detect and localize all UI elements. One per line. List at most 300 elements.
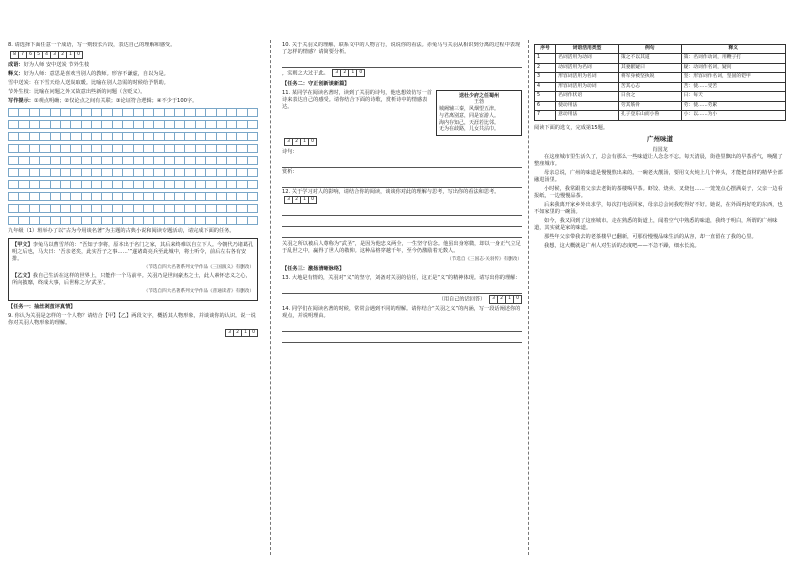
grid-row: [8, 192, 258, 201]
table-cell: 劳其筋骨: [618, 101, 681, 110]
idiom-box-cell: 8: [13, 52, 16, 58]
grid-cell: [30, 157, 40, 165]
column-left: [8, 42, 258, 554]
idiom-box-cell: 4: [42, 52, 50, 58]
poem-box: [436, 90, 522, 137]
grid-cell: [196, 181, 206, 189]
grid-cell: [9, 121, 19, 129]
grid-cell: [92, 133, 102, 141]
grid-cell: [71, 193, 81, 201]
grid-cell: [144, 217, 154, 225]
grid-cell: [30, 133, 40, 141]
grid-cell: [185, 157, 195, 165]
story-paragraph: 那些年父亲带我去的老茶楼早已翻新，可那份慢慢品味生活的从容，却一直留在了我的心里。: [544, 233, 757, 240]
grid-cell: [123, 121, 133, 129]
long-text-source: （节选自《三国志·关羽传》有删改）: [447, 257, 522, 263]
task1-heading: 【任务一：抽丝剥茧评真情】: [8, 304, 76, 311]
grid-cell: [92, 205, 102, 213]
grid-cell: [154, 181, 164, 189]
answer-line[interactable]: [282, 284, 522, 294]
grid-cell: [134, 133, 144, 141]
table-cell: 小：以……为小: [681, 111, 785, 120]
grid-cell: [71, 145, 81, 153]
grid-cell: [61, 145, 71, 153]
grid-cell: [217, 157, 227, 165]
grid-cell: [19, 109, 29, 117]
grid-cell: [185, 217, 195, 225]
table-header: 序号: [535, 45, 556, 54]
grid-cell: [196, 133, 206, 141]
answer-line[interactable]: [282, 217, 522, 227]
grid-cell: [237, 109, 247, 117]
table-cell: 苦：使……受苦: [681, 82, 785, 91]
grid-cell: [102, 193, 112, 201]
grid-cell: [40, 181, 50, 189]
story-body: [534, 154, 786, 250]
story-author: 肖国龙: [652, 146, 668, 153]
story-paragraph: 我想，这大概就是广州人对生活的态度吧——不急不躁，细水长流。: [544, 242, 700, 249]
table-row: [535, 101, 786, 110]
paragraph-a: 成语：好为人师 安中送炭 节外生枝: [8, 61, 90, 68]
q9-prompt: 9. 你认为关羽是怎样的一个人物？请结合【甲】【乙】两段文字，概括其人物形象，并谈谈你的认识。说一说你对关羽人物形象的理解。: [8, 313, 256, 327]
grid-cell: [217, 133, 227, 141]
grid-cell: [185, 205, 195, 213]
grid-cell: [227, 205, 237, 213]
grid-cell: [217, 121, 227, 129]
grid-row: [8, 216, 258, 225]
grid-cell: [19, 133, 29, 141]
grid-cell: [61, 193, 71, 201]
grid-cell: [144, 133, 154, 141]
grid-cell: [144, 121, 154, 129]
table-row: [535, 92, 786, 101]
write-tip: 写作提示：①观点明确；②仅论点之间有关联；③论证符合逻辑；④不少于100字。: [8, 97, 198, 104]
grid-cell: [227, 181, 237, 189]
grid-cell: [71, 157, 81, 165]
answer-line[interactable]: [282, 322, 522, 332]
grid-cell: [154, 157, 164, 165]
score-cell: 3: [492, 296, 495, 302]
grid-cell: [19, 193, 29, 201]
grid-cell: [227, 217, 237, 225]
score-cell: 3: [287, 196, 290, 202]
grid-cell: [61, 133, 71, 141]
text-b: 【乙文】我自己生活在这样的世界上，只能作一个马前卒。关羽乃是世间豪杰之士，此人素怀忠义之心，所向披靡，终成大事，后世称之为‘武圣’。: [12, 272, 251, 286]
grid-cell: [144, 169, 154, 177]
grid-cell: [206, 217, 216, 225]
grid-cell: [206, 205, 216, 213]
idiom-box-cell: 1: [66, 52, 74, 58]
score-cell: 0: [513, 296, 521, 302]
table-row: [535, 111, 786, 120]
writing-grid[interactable]: [8, 108, 258, 225]
grid-cell: [30, 109, 40, 117]
grid-cell: [9, 133, 19, 141]
text-b-source: （节选自四大名著系列文学作品《普通读者》有删改）: [143, 288, 254, 294]
grid-cell: [154, 109, 164, 117]
score-cell: 1: [348, 70, 356, 76]
grid-cell: [196, 145, 206, 153]
grid-cell: [9, 217, 19, 225]
grid-cell: [217, 145, 227, 153]
grid-cell: [185, 181, 195, 189]
grid-cell: [154, 133, 164, 141]
grid-cell: [248, 169, 258, 177]
grid-cell: [206, 145, 216, 153]
grid-cell: [30, 145, 40, 153]
grid-cell: [165, 193, 175, 201]
grid-cell: [30, 121, 40, 129]
grid-cell: [92, 169, 102, 177]
grid-cell: [237, 205, 247, 213]
grid-cell: [175, 181, 185, 189]
grid-cell: [19, 157, 29, 165]
grid-cell: [113, 193, 123, 201]
grid-cell: [51, 145, 61, 153]
score-cell: 1: [300, 197, 308, 203]
grid-cell: [134, 169, 144, 177]
grid-cell: [30, 181, 40, 189]
grid-cell: [237, 133, 247, 141]
grid-cell: [196, 121, 206, 129]
grid-cell: [134, 109, 144, 117]
grid-cell: [40, 133, 50, 141]
score-box[interactable]: [284, 196, 317, 204]
grid-cell: [123, 157, 133, 165]
grid-cell: [40, 217, 50, 225]
table-row: [535, 82, 786, 91]
grid-cell: [134, 181, 144, 189]
table-cell: 意动用法: [556, 111, 619, 120]
grid-cell: [82, 145, 92, 153]
grid-cell: [185, 169, 195, 177]
poem-line: 城阙辅三秦，风烟望五津。: [439, 106, 500, 113]
grid-cell: [113, 121, 123, 129]
grid-cell: [206, 157, 216, 165]
grid-cell: [40, 145, 50, 153]
grid-cell: [19, 217, 29, 225]
score-box[interactable]: [332, 69, 365, 77]
grid-cell: [185, 193, 195, 201]
idiom-box-cell: 3: [50, 52, 58, 58]
grid-cell: [92, 193, 102, 201]
section-intro: 九年级（1）班举办了以“古为今用谈名著”为主题的古典小说和阅读专题活动，请完成下面的任务。: [8, 227, 235, 234]
grid-cell: [51, 157, 61, 165]
table-cell: 疑：动词作名词，疑问: [681, 63, 785, 72]
score-box[interactable]: [489, 295, 522, 303]
table-cell: 劳：使……劳累: [681, 101, 785, 110]
fold-line: [528, 40, 529, 555]
grid-cell: [196, 217, 206, 225]
answer-line[interactable]: [282, 228, 522, 238]
grid-cell: [51, 205, 61, 213]
grid-cell: [227, 169, 237, 177]
grid-cell: [82, 109, 92, 117]
q9-score: [8, 329, 258, 338]
grid-row: [8, 180, 258, 189]
poem-line: 无为在歧路，儿女共沾巾。: [439, 126, 500, 133]
paragraph-b: 释义：好为人师：意思是喜欢当别人的教师。形容不谦虚，自以为是。: [8, 70, 169, 77]
grid-cell: [248, 145, 258, 153]
grid-cell: [113, 181, 123, 189]
grid-cell: [165, 217, 175, 225]
q11-prompt: 11. 某同学在阅读名著时，读到了关羽的诗句，他也想效仿写一首诗来表达自己的感受。请你结合下面的诗歌，赏析诗中的情感表达。: [282, 89, 432, 110]
score-cell: 2: [292, 197, 300, 203]
grid-cell: [237, 145, 247, 153]
grid-cell: [154, 193, 164, 201]
word-usage-table: [534, 44, 786, 121]
grid-cell: [82, 181, 92, 189]
grid-cell: [92, 121, 102, 129]
story-paragraph: 在这座城市里生活久了，总会有那么一些味道让人念念不忘。每天清晨，街巷里飘出的早茶香气，唤醒了整座城市。: [534, 153, 783, 167]
grid-cell: [30, 205, 40, 213]
grid-cell: [165, 109, 175, 117]
grid-cell: [237, 193, 247, 201]
grid-cell: [113, 217, 123, 225]
task3-heading: 【任务三：激扬清晰脉络】: [282, 266, 345, 273]
grid-cell: [51, 109, 61, 117]
grid-cell: [227, 157, 237, 165]
grid-cell: [196, 157, 206, 165]
table-cell: 7: [535, 111, 556, 120]
grid-cell: [175, 205, 185, 213]
grid-cell: [196, 109, 206, 117]
grid-cell: [71, 205, 81, 213]
grid-cell: [206, 121, 216, 129]
score-cell: 3: [287, 139, 290, 145]
table-cell: 3: [535, 73, 556, 82]
grid-cell: [9, 109, 19, 117]
grid-cell: [123, 181, 133, 189]
grid-cell: [227, 145, 237, 153]
idiom-box-cell: 6: [26, 52, 34, 58]
grid-cell: [248, 121, 258, 129]
grid-cell: [40, 205, 50, 213]
grid-cell: [113, 133, 123, 141]
grid-cell: [40, 121, 50, 129]
table-cell: 4: [535, 82, 556, 91]
text-a-source: （节选自四大名著系列文学作品《三国演义》有删改）: [143, 264, 254, 270]
grid-cell: [113, 169, 123, 177]
grid-cell: [144, 193, 154, 201]
grid-cell: [185, 145, 195, 153]
grid-cell: [185, 133, 195, 141]
long-text: 关羽之所以被后人尊称为“武圣”，是因为他忠义两全，一生坚守信念。他虽出身寒微，却以一身正气立足于乱世之中，赢得了世人的敬仰。这种品格穿越千年，至今仍激励着无数人。: [282, 241, 521, 255]
grid-cell: [113, 157, 123, 165]
grid-cell: [134, 193, 144, 201]
answer-line[interactable]: [282, 178, 522, 188]
idiom-score-box[interactable]: [10, 51, 83, 59]
score-cell: 1: [241, 330, 249, 336]
grid-cell: [61, 205, 71, 213]
idiom-box-cell: 7: [18, 52, 26, 58]
grid-cell: [165, 205, 175, 213]
grid-cell: [61, 121, 71, 129]
grid-cell: [237, 157, 247, 165]
grid-cell: [227, 121, 237, 129]
answer-line[interactable]: [282, 206, 522, 216]
grid-cell: [206, 193, 216, 201]
grid-cell: [40, 193, 50, 201]
table-row: [535, 63, 786, 72]
grid-cell: [134, 217, 144, 225]
answer-line[interactable]: [282, 58, 522, 68]
score-cell: 0: [308, 139, 316, 145]
grid-cell: [113, 145, 123, 153]
grid-cell: [71, 169, 81, 177]
grid-cell: [82, 169, 92, 177]
grid-cell: [175, 133, 185, 141]
table-header-row: [535, 45, 786, 54]
poem-title: 送杜少府之任蜀州: [458, 92, 499, 99]
grid-row: [8, 132, 258, 141]
grid-cell: [217, 109, 227, 117]
grid-cell: [165, 145, 175, 153]
grid-cell: [113, 205, 123, 213]
grid-cell: [134, 145, 144, 153]
grid-cell: [51, 133, 61, 141]
grid-cell: [217, 217, 227, 225]
grid-cell: [71, 217, 81, 225]
table-header: 例句: [618, 45, 681, 54]
grid-cell: [102, 205, 112, 213]
grid-cell: [51, 217, 61, 225]
grid-cell: [237, 169, 247, 177]
reading-intro: 阅读下面的选文，完成第15题。: [534, 124, 609, 131]
story-title: 广州味道: [647, 134, 673, 143]
grid-cell: [185, 109, 195, 117]
grid-cell: [154, 169, 164, 177]
table-cell: 将军身被坚执锐: [618, 73, 681, 82]
column-middle: [282, 42, 522, 554]
story-paragraph: 后来我离开家乡外出求学，每次打电话回家，母亲总会问我吃得好不好。她说，在外面再好吃的东西，也不如家里的一碗汤。: [534, 201, 783, 215]
grid-cell: [165, 121, 175, 129]
grid-cell: [134, 205, 144, 213]
table-header: 释义: [681, 45, 785, 54]
grid-cell: [196, 169, 206, 177]
grid-cell: [92, 181, 102, 189]
grid-cell: [217, 205, 227, 213]
score-cell: 2: [233, 330, 241, 336]
grid-cell: [9, 181, 19, 189]
grid-cell: [92, 145, 102, 153]
grid-cell: [102, 181, 112, 189]
table-cell: 苦其心志: [618, 82, 681, 91]
table-cell: 动词活用为名词: [556, 63, 619, 72]
grid-cell: [144, 157, 154, 165]
grid-cell: [206, 133, 216, 141]
grid-cell: [9, 145, 19, 153]
idiom-box-cell: 5: [34, 52, 42, 58]
answer-line[interactable]: [282, 158, 522, 168]
score-cell: 3: [335, 70, 339, 76]
grid-cell: [217, 193, 227, 201]
grid-cell: [175, 145, 185, 153]
grid-cell: [248, 217, 258, 225]
answer-line[interactable]: [282, 333, 522, 343]
grid-cell: [92, 109, 102, 117]
grid-cell: [82, 205, 92, 213]
grid-cell: [61, 169, 71, 177]
grid-cell: [123, 145, 133, 153]
text-excerpts: [8, 238, 258, 301]
grid-cell: [144, 109, 154, 117]
q11-label-poem: 诗句：: [282, 148, 298, 155]
score-cell: 2: [292, 139, 300, 145]
story-paragraph: 如今，我又回到了这座城市。走在熟悉的街道上，闻着空气中熟悉的味道，我终于明白，所谓的广州味道，其实就是家的味道。: [534, 217, 778, 231]
table-cell: 坚：形容词作名词，坚固的铠甲: [681, 73, 785, 82]
grid-cell: [217, 169, 227, 177]
grid-cell: [206, 109, 216, 117]
grid-cell: [248, 157, 258, 165]
text-a: 【甲文】李兔马以曹雪芹的：“吾知子李将，原本出于名门之家，其后来终难以自立下人。今朝代乃诸葛孔明之后也，马夫曰：‘吾亲老矣，此实吾子之事……’”遂诸葛亮兵至此城中，将士听令，前后左右各有安排。: [12, 241, 254, 262]
grid-cell: [154, 217, 164, 225]
grid-cell: [175, 157, 185, 165]
grid-cell: [71, 181, 81, 189]
idiom-box-cell: 0: [74, 52, 82, 58]
table-cell: 2: [535, 63, 556, 72]
grid-cell: [175, 217, 185, 225]
grid-cell: [113, 109, 123, 117]
grid-cell: [248, 205, 258, 213]
idiom-number-boxes: [8, 51, 258, 60]
grid-cell: [82, 217, 92, 225]
table-cell: 日食之: [618, 92, 681, 101]
grid-cell: [82, 133, 92, 141]
grid-cell: [206, 169, 216, 177]
grid-cell: [102, 133, 112, 141]
grid-cell: [185, 121, 195, 129]
grid-row: [8, 120, 258, 129]
score-box[interactable]: [284, 138, 317, 146]
grid-cell: [154, 205, 164, 213]
grid-cell: [30, 217, 40, 225]
grid-cell: [165, 133, 175, 141]
score-cell: 1: [300, 139, 308, 145]
grid-cell: [40, 109, 50, 117]
table-header: 词语活用类型: [556, 45, 619, 54]
grid-cell: [82, 193, 92, 201]
grid-cell: [40, 169, 50, 177]
table-cell: 形容词活用为名词: [556, 73, 619, 82]
q8-prompt: 8. 请选择下面任意一个成语，写一则较长片段，表达自己的理解和感受。: [8, 42, 176, 48]
score-box[interactable]: [225, 329, 258, 337]
grid-cell: [175, 121, 185, 129]
grid-cell: [248, 133, 258, 141]
poem-line: 海内存知己，天涯若比邻。: [439, 119, 500, 126]
idiom-box-cell: 2: [58, 52, 66, 58]
grid-cell: [227, 109, 237, 117]
poem-line: 与君离别意，同是宦游人。: [439, 112, 500, 119]
grid-cell: [196, 205, 206, 213]
score-cell: 1: [505, 296, 513, 302]
grid-cell: [51, 169, 61, 177]
grid-cell: [51, 121, 61, 129]
table-cell: 1: [535, 54, 556, 63]
score-cell: 3: [228, 330, 231, 336]
table-cell: 名词作状语: [556, 92, 619, 101]
grid-cell: [9, 169, 19, 177]
grid-cell: [61, 217, 71, 225]
grid-cell: [227, 193, 237, 201]
table-row: [535, 54, 786, 63]
q11-label-analysis: 赏析：: [282, 168, 298, 175]
grid-cell: [51, 181, 61, 189]
table-cell: 孔子登东山而小鲁: [618, 111, 681, 120]
table-cell: 策：名词作动词，用鞭子打: [681, 54, 785, 63]
table-cell: 名词活用为动词: [556, 54, 619, 63]
task2-heading: 【任务二：守正创新谈新篇】: [282, 80, 350, 87]
